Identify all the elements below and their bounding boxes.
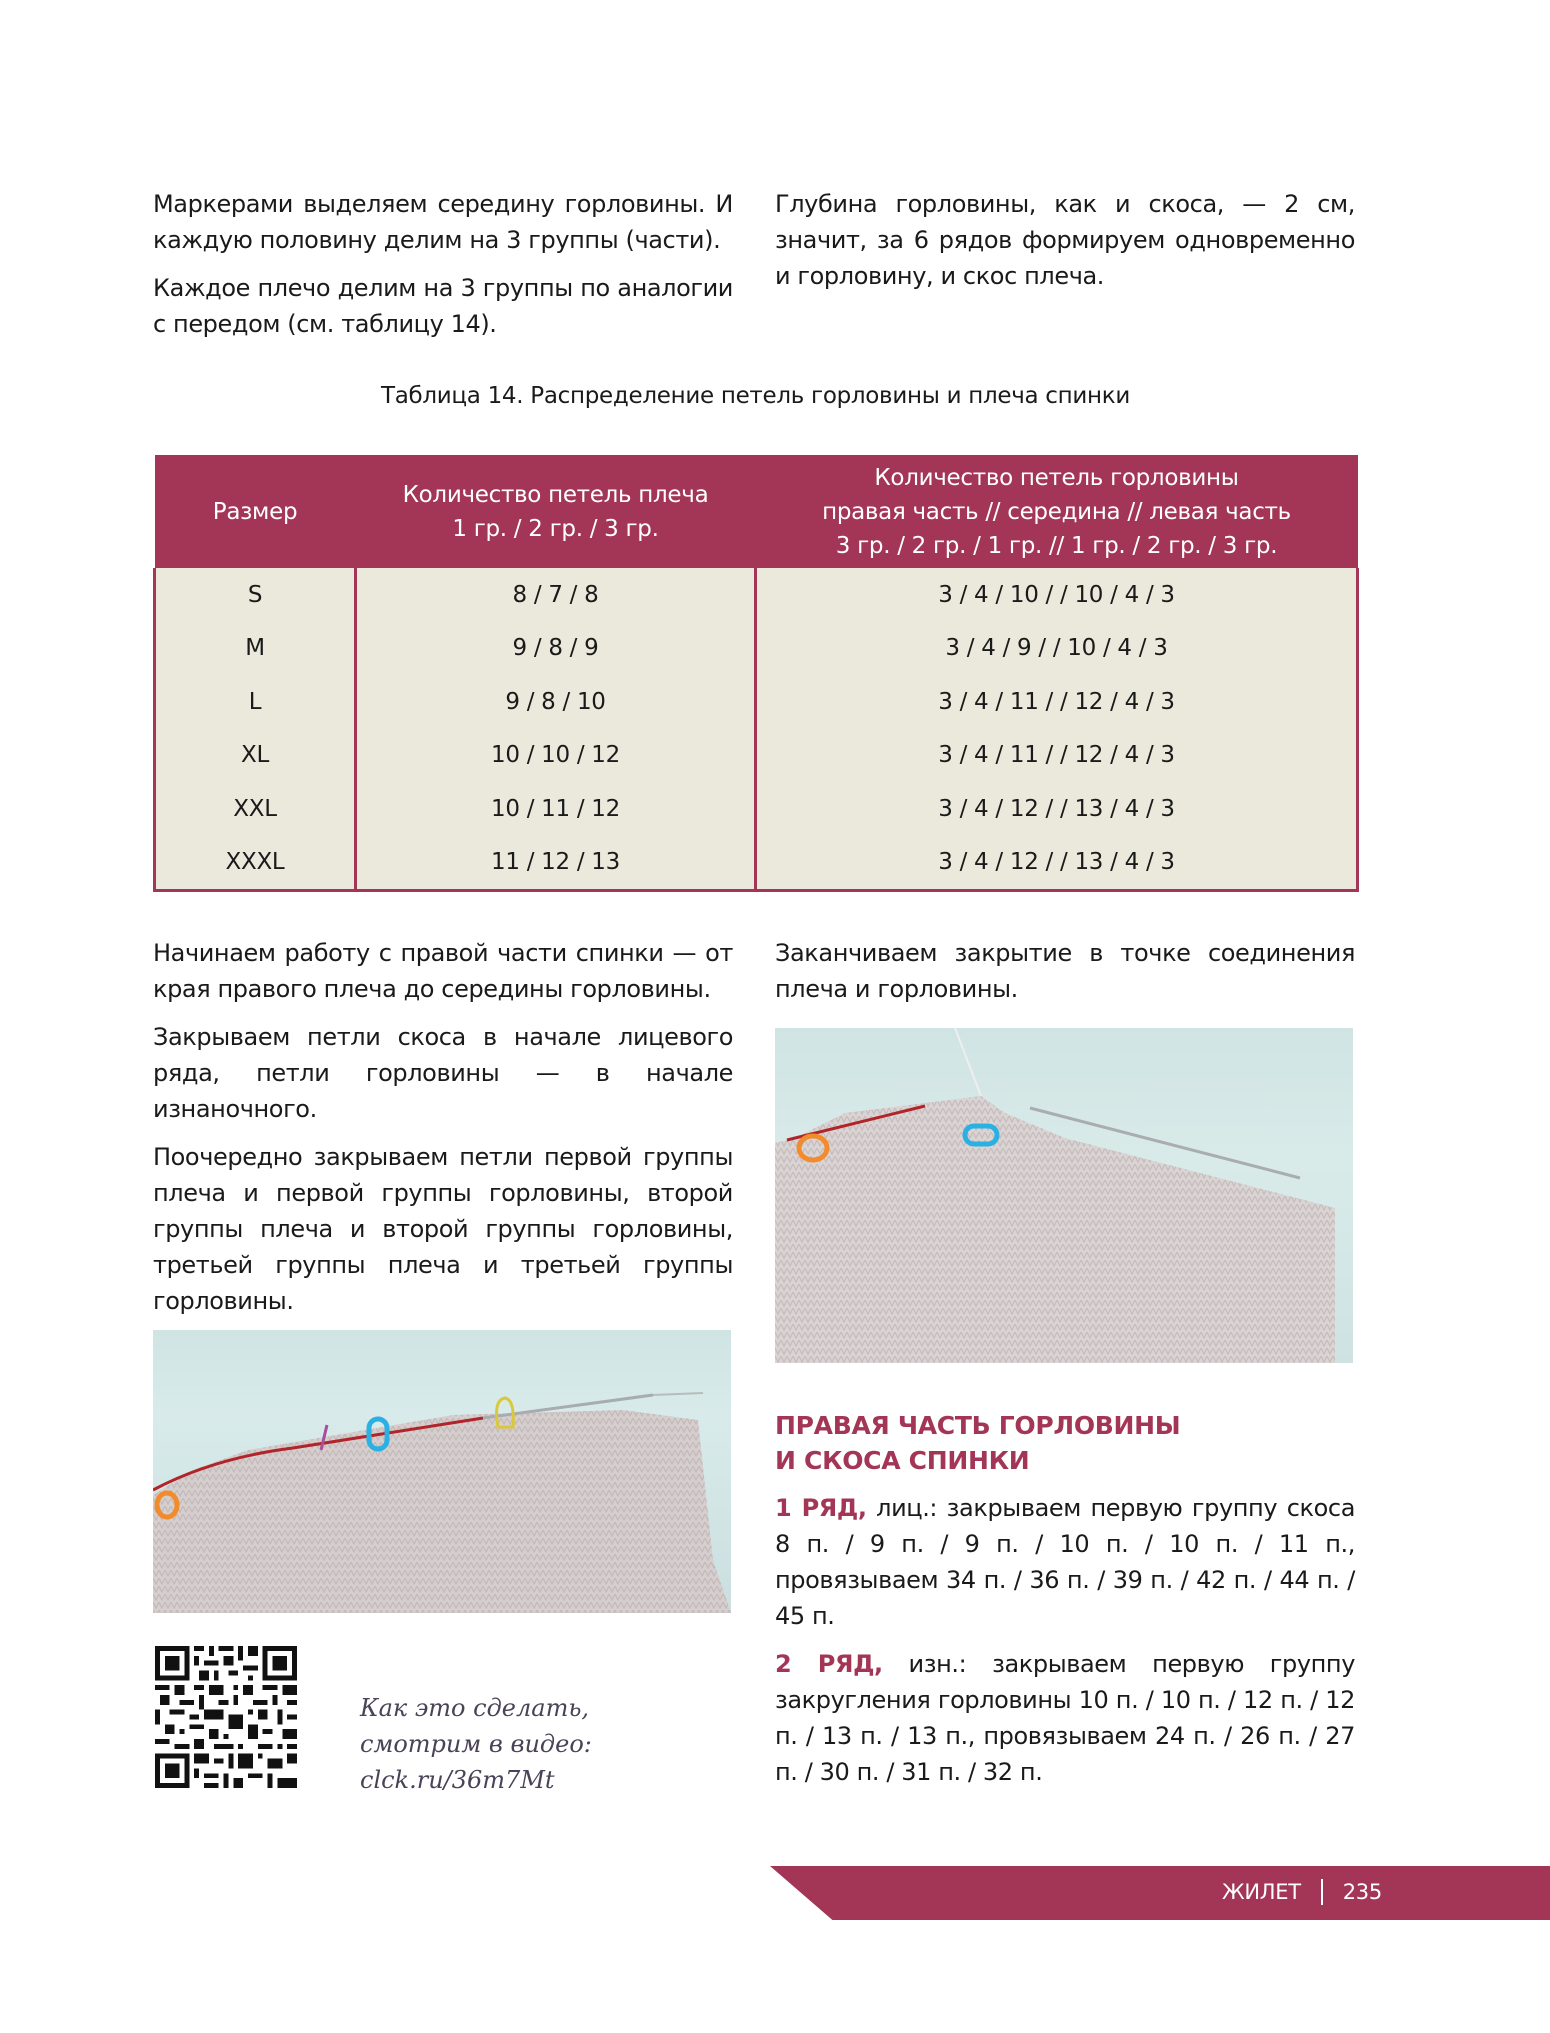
cell-size: L	[155, 675, 356, 729]
table-row	[155, 836, 1358, 891]
stitch-distribution-table	[153, 455, 1359, 892]
cell-size: XXL	[155, 782, 356, 836]
table-row	[155, 675, 1358, 729]
cell-shoulder: 10 / 10 / 12	[356, 729, 756, 783]
cell-shoulder: 11 / 12 / 13	[356, 836, 756, 891]
table-row	[155, 729, 1358, 783]
paragraph: Закрываем петли скоса в начале лицевого ряда, петли горловины — в начале изнаночного.	[153, 1023, 733, 1123]
row-instruction	[775, 1490, 1355, 1634]
cell-neck: 3 / 4 / 11 / / 12 / 4 / 3	[756, 729, 1358, 783]
cell-shoulder: 8 / 7 / 8	[356, 568, 756, 622]
cell-size: S	[155, 568, 356, 622]
knitting-photo-shoulder	[775, 1028, 1353, 1363]
paragraph: Поочередно закрываем петли первой группы плеча и первой группы горловины, второй группы плеча и второй группы горловины, третьей группы плеча и третьей группы горловины.	[153, 1143, 733, 1315]
table-row	[155, 782, 1358, 836]
footer-band	[770, 1866, 1550, 1920]
header-size: Размер	[155, 455, 356, 568]
table-row	[155, 568, 1358, 622]
cell-shoulder: 10 / 11 / 12	[356, 782, 756, 836]
page-number: 235	[1342, 1880, 1382, 1904]
cell-shoulder: 9 / 8 / 10	[356, 675, 756, 729]
paragraph: Заканчиваем закрытие в точке соединения плеча и горловины.	[775, 939, 1355, 1003]
paragraph: Каждое плечо делим на 3 группы по аналогии с передом (см. таблицу 14).	[153, 274, 733, 338]
header-shoulder: Количество петель плеча 1 гр. / 2 гр. / 3 гр.	[356, 455, 756, 568]
cell-neck: 3 / 4 / 11 / / 12 / 4 / 3	[756, 675, 1358, 729]
row-instructions	[775, 1490, 1355, 1802]
cell-shoulder: 9 / 8 / 9	[356, 622, 756, 676]
row-text: лиц.: закрываем первую группу скоса 8 п. / 9 п. / 9 п. / 10 п. / 10 п. / 11 п., провязываем 34 п. / 36 п. / 39 п. / 42 п. / 44 п. / 45 п.	[775, 1494, 1355, 1630]
paragraph: Глубина горловины, как и скоса, — 2 см, значит, за 6 рядов формируем одновременно и горловину, и скос плеча.	[775, 190, 1355, 290]
paragraph: Начинаем работу с правой части спинки — от края правого плеча до середины горловины.	[153, 939, 733, 1003]
cell-neck: 3 / 4 / 12 / / 13 / 4 / 3	[756, 782, 1358, 836]
intro-left-column	[153, 186, 733, 354]
video-link-caption: Как это сделать, смотрим в видео: clck.ru/36m7Mt	[360, 1690, 592, 1798]
instructions-right-column	[775, 935, 1355, 1019]
row-label: 1 РЯД,	[775, 1494, 867, 1522]
knitting-photo-markers	[153, 1330, 731, 1613]
row-instruction	[775, 1646, 1355, 1790]
intro-right-column	[775, 186, 1355, 306]
table-header-row	[155, 455, 1358, 568]
cell-neck: 3 / 4 / 9 / / 10 / 4 / 3	[756, 622, 1358, 676]
video-link[interactable]: clck.ru/36m7Mt	[360, 1766, 555, 1794]
chapter-title: ЖИЛЕТ	[1222, 1880, 1301, 1904]
cell-size: M	[155, 622, 356, 676]
row-label: 2 РЯД,	[775, 1650, 883, 1678]
cell-size: XL	[155, 729, 356, 783]
instructions-left-column	[153, 935, 733, 1331]
table-row	[155, 622, 1358, 676]
footer-divider	[1321, 1879, 1323, 1905]
table-caption: Таблица 14. Распределение петель горловины и плеча спинки	[380, 383, 1131, 409]
paragraph: Маркерами выделяем середину горловины. И каждую половину делим на 3 группы (части).	[153, 190, 733, 254]
page-footer	[1222, 1874, 1382, 1910]
qr-code-icon[interactable]	[155, 1646, 297, 1788]
row-text: изн.: закрываем первую группу закругления горловины 10 п. / 10 п. / 12 п. / 12 п. / 13 п. / 13 п., провязываем 24 п. / 26 п. / 27 п. / 30 п. / 31 п. / 32 п.	[775, 1650, 1356, 1786]
knitted-fabric-illustration	[775, 1028, 1353, 1363]
section-heading: ПРАВАЯ ЧАСТЬ ГОРЛОВИНЫ И СКОСА СПИНКИ	[775, 1411, 1181, 1475]
cell-neck: 3 / 4 / 12 / / 13 / 4 / 3	[756, 836, 1358, 891]
knitted-fabric-illustration	[153, 1330, 731, 1613]
cell-size: XXXL	[155, 836, 356, 891]
cell-neck: 3 / 4 / 10 / / 10 / 4 / 3	[756, 568, 1358, 622]
header-neck: Количество петель горловины правая часть // середина // левая часть 3 гр. / 2 гр. / 1 гр. // 1 гр. / 2 гр. / 3 гр.	[756, 455, 1358, 568]
